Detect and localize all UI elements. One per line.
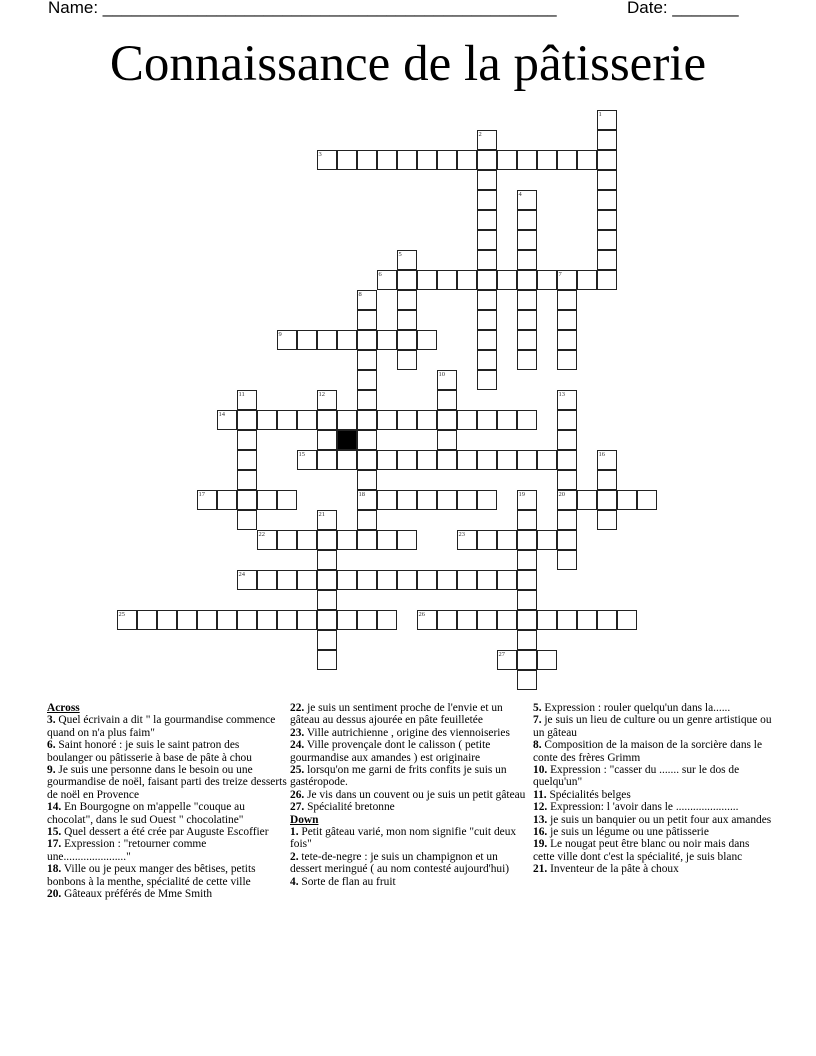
grid-cell[interactable]: [597, 130, 617, 150]
down-clue: 7. je suis un lieu de culture ou un genre artistique ou un gâteau: [533, 714, 772, 739]
down-clue: 1. Petit gâteau varié, mon nom signifie "cuit deux fois": [290, 826, 517, 851]
grid-cell[interactable]: [357, 450, 377, 470]
grid-cell[interactable]: [497, 410, 517, 430]
grid-cell[interactable]: [317, 450, 337, 470]
grid-cell[interactable]: [557, 310, 577, 330]
down-clue: 4. Sorte de flan au fruit: [290, 875, 396, 888]
grid-cell[interactable]: [437, 570, 457, 590]
grid-cell[interactable]: [577, 490, 597, 510]
grid-cell[interactable]: [417, 450, 437, 470]
grid-cell[interactable]: [597, 270, 617, 290]
grid-cell[interactable]: [477, 150, 497, 170]
across-clue: 25. lorsqu'on me garni de frits confits je suis un gastéropode.: [290, 764, 507, 789]
grid-cell[interactable]: [317, 150, 337, 170]
grid-cell[interactable]: [517, 670, 537, 690]
clue-number: 22: [258, 530, 265, 538]
grid-cell[interactable]: [497, 570, 517, 590]
grid-cell[interactable]: [517, 450, 537, 470]
grid-cell[interactable]: [297, 410, 317, 430]
grid-cell[interactable]: [317, 610, 337, 630]
grid-cell[interactable]: [597, 170, 617, 190]
clues-column-3: [533, 702, 773, 876]
grid-cell[interactable]: [557, 150, 577, 170]
grid-cell[interactable]: [517, 550, 537, 570]
grid-cell[interactable]: [377, 450, 397, 470]
grid-cell[interactable]: [257, 610, 277, 630]
grid-cell[interactable]: [597, 190, 617, 210]
grid-cell[interactable]: [477, 490, 497, 510]
grid-cell[interactable]: [477, 290, 497, 310]
clue-number: 17: [198, 490, 205, 498]
grid-cell[interactable]: [377, 270, 397, 290]
grid-cell[interactable]: [197, 490, 217, 510]
grid-cell[interactable]: [517, 190, 537, 210]
down-clue: 12. Expression: l 'avoir dans le ......................: [533, 801, 739, 814]
grid-cell[interactable]: [317, 650, 337, 670]
down-clue: 16. je suis un légume ou une pâtisserie: [533, 826, 709, 839]
clues-column-1: [47, 702, 287, 901]
grid-cell[interactable]: [257, 530, 277, 550]
clue-number: 8: [358, 290, 362, 298]
grid-cell[interactable]: [437, 410, 457, 430]
grid-cell[interactable]: [437, 430, 457, 450]
grid-cell[interactable]: [477, 350, 497, 370]
grid-cell[interactable]: [557, 510, 577, 530]
across-clue: 26. Je vis dans un couvent ou je suis un petit gâteau: [290, 788, 526, 801]
grid-cell[interactable]: [297, 570, 317, 590]
grid-cell[interactable]: [457, 150, 477, 170]
grid-cell[interactable]: [437, 370, 457, 390]
down-clue: 21. Inventeur de la pâte à choux: [533, 863, 679, 876]
grid-cell[interactable]: [357, 470, 377, 490]
grid-cell[interactable]: [537, 150, 557, 170]
grid-cell[interactable]: [477, 450, 497, 470]
grid-cell[interactable]: [477, 370, 497, 390]
grid-cell[interactable]: [237, 430, 257, 450]
grid-cell[interactable]: [317, 330, 337, 350]
grid-cell[interactable]: [377, 330, 397, 350]
clue-number: 24: [238, 570, 245, 578]
grid-cell[interactable]: [237, 510, 257, 530]
grid-cell[interactable]: [597, 470, 617, 490]
grid-cell[interactable]: [477, 170, 497, 190]
grid-cell[interactable]: [477, 530, 497, 550]
grid-cell[interactable]: [497, 270, 517, 290]
grid-cell[interactable]: [437, 270, 457, 290]
grid-cell[interactable]: [217, 610, 237, 630]
grid-cell[interactable]: [397, 530, 417, 550]
grid-cell[interactable]: [477, 610, 497, 630]
clue-number: 1: [598, 110, 602, 118]
grid-cell[interactable]: [277, 490, 297, 510]
across-clue: 24. Ville provençale dont le calisson ( petite gourmandise aux amandes ) est originaire: [290, 739, 491, 764]
grid-cell[interactable]: [397, 290, 417, 310]
clue-number: 18: [358, 490, 365, 498]
grid-cell[interactable]: [497, 530, 517, 550]
grid-cell[interactable]: [577, 270, 597, 290]
grid-cell[interactable]: [357, 350, 377, 370]
grid-cell[interactable]: [377, 610, 397, 630]
grid-cell[interactable]: [597, 250, 617, 270]
grid-cell[interactable]: [597, 450, 617, 470]
grid-cell[interactable]: [457, 450, 477, 470]
grid-cell[interactable]: [137, 610, 157, 630]
grid-cell[interactable]: [337, 610, 357, 630]
black-cell: [337, 430, 357, 450]
grid-cell[interactable]: [397, 570, 417, 590]
grid-cell[interactable]: [517, 570, 537, 590]
grid-cell[interactable]: [337, 410, 357, 430]
grid-cell[interactable]: [477, 270, 497, 290]
grid-cell[interactable]: [237, 470, 257, 490]
grid-cell[interactable]: [357, 370, 377, 390]
clue-number: 15: [298, 450, 305, 458]
grid-cell[interactable]: [277, 530, 297, 550]
grid-cell[interactable]: [397, 350, 417, 370]
grid-cell[interactable]: [417, 410, 437, 430]
grid-cell[interactable]: [277, 610, 297, 630]
grid-cell[interactable]: [557, 350, 577, 370]
grid-cell[interactable]: [277, 410, 297, 430]
clue-number: 4: [518, 190, 522, 198]
grid-cell[interactable]: [417, 330, 437, 350]
across-clue: 27. Spécialité bretonne: [290, 801, 395, 814]
grid-cell[interactable]: [517, 230, 537, 250]
grid-cell[interactable]: [457, 610, 477, 630]
grid-cell[interactable]: [477, 410, 497, 430]
grid-cell[interactable]: [357, 510, 377, 530]
across-clue: 15. Quel dessert a été crée par Auguste Escoffier: [47, 826, 269, 839]
grid-cell[interactable]: [537, 530, 557, 550]
across-clue: 17. Expression : "retourner comme une......................": [47, 838, 207, 863]
across-clue: 20. Gâteaux préférés de Mme Smith: [47, 888, 213, 901]
grid-cell[interactable]: [297, 610, 317, 630]
grid-cell[interactable]: [197, 610, 217, 630]
clue-number: 6: [378, 270, 382, 278]
grid-cell[interactable]: [637, 490, 657, 510]
clue-number: 23: [458, 530, 465, 538]
grid-cell[interactable]: [537, 650, 557, 670]
grid-cell[interactable]: [597, 510, 617, 530]
grid-cell[interactable]: [537, 450, 557, 470]
clue-number: 10: [438, 370, 445, 378]
grid-cell[interactable]: [297, 330, 317, 350]
grid-cell[interactable]: [557, 530, 577, 550]
grid-cell[interactable]: [357, 290, 377, 310]
grid-cell[interactable]: [517, 310, 537, 330]
grid-cell[interactable]: [337, 530, 357, 550]
grid-cell[interactable]: [237, 450, 257, 470]
clue-number: 3: [318, 150, 322, 158]
across-clue: 9. Je suis une personne dans le besoin ou une gourmandise de noël, faisant parti des treize desserts de noël en Provence: [47, 764, 287, 801]
grid-cell[interactable]: [477, 230, 497, 250]
grid-cell[interactable]: [457, 490, 477, 510]
grid-cell[interactable]: [237, 410, 257, 430]
grid-cell[interactable]: [277, 570, 297, 590]
grid-cell[interactable]: [237, 390, 257, 410]
grid-cell[interactable]: [397, 270, 417, 290]
grid-cell[interactable]: [477, 190, 497, 210]
grid-cell[interactable]: [517, 590, 537, 610]
clue-number: 21: [318, 510, 325, 518]
grid-cell[interactable]: [417, 610, 437, 630]
grid-cell[interactable]: [517, 530, 537, 550]
clue-number: 26: [418, 610, 425, 618]
grid-cell[interactable]: [177, 610, 197, 630]
grid-cell[interactable]: [597, 230, 617, 250]
grid-cell[interactable]: [477, 210, 497, 230]
grid-cell[interactable]: [437, 450, 457, 470]
grid-cell[interactable]: [317, 590, 337, 610]
grid-cell[interactable]: [357, 330, 377, 350]
grid-cell[interactable]: [297, 530, 317, 550]
grid-cell[interactable]: [257, 570, 277, 590]
clue-number: 13: [558, 390, 565, 398]
grid-cell[interactable]: [477, 250, 497, 270]
grid-cell[interactable]: [557, 470, 577, 490]
grid-cell[interactable]: [357, 530, 377, 550]
grid-cell[interactable]: [597, 110, 617, 130]
page-title: Connaissance de la pâtisserie: [109, 36, 707, 92]
grid-cell[interactable]: [537, 270, 557, 290]
grid-cell[interactable]: [557, 330, 577, 350]
grid-cell[interactable]: [457, 570, 477, 590]
grid-cell[interactable]: [377, 570, 397, 590]
clue-number: 12: [318, 390, 325, 398]
grid-cell[interactable]: [517, 630, 537, 650]
grid-cell[interactable]: [337, 330, 357, 350]
grid-cell[interactable]: [497, 450, 517, 470]
grid-cell[interactable]: [497, 150, 517, 170]
grid-cell[interactable]: [517, 270, 537, 290]
name-field[interactable]: Name: ________________________________________________: [48, 0, 557, 17]
grid-cell[interactable]: [337, 150, 357, 170]
grid-cell[interactable]: [417, 150, 437, 170]
across-clue: 18. Ville ou je peux manger des bêtises, petits bonbons à la menthe, spécialité de cette ville: [47, 863, 256, 888]
grid-cell[interactable]: [477, 570, 497, 590]
grid-cell[interactable]: [597, 150, 617, 170]
down-heading: Down: [290, 813, 319, 826]
clue-number: 7: [558, 270, 562, 278]
grid-cell[interactable]: [517, 330, 537, 350]
across-clue: 23. Ville autrichienne , origine des viennoiseries: [290, 726, 510, 739]
grid-cell[interactable]: [557, 490, 577, 510]
grid-cell[interactable]: [357, 570, 377, 590]
grid-cell[interactable]: [217, 490, 237, 510]
grid-cell[interactable]: [497, 610, 517, 630]
across-heading: Across: [47, 702, 80, 714]
grid-cell[interactable]: [277, 330, 297, 350]
grid-cell[interactable]: [257, 490, 277, 510]
grid-cell[interactable]: [157, 610, 177, 630]
grid-cell[interactable]: [317, 530, 337, 550]
grid-cell[interactable]: [217, 410, 237, 430]
grid-cell[interactable]: [397, 310, 417, 330]
grid-cell[interactable]: [517, 650, 537, 670]
grid-cell[interactable]: [357, 430, 377, 450]
grid-cell[interactable]: [397, 450, 417, 470]
grid-cell[interactable]: [317, 630, 337, 650]
grid-cell[interactable]: [437, 150, 457, 170]
across-clue: 22. je suis un sentiment proche de l'envie et un gâteau au dessus ajourée en pâte feuilletée: [290, 702, 503, 727]
grid-cell[interactable]: [517, 610, 537, 630]
grid-cell[interactable]: [477, 330, 497, 350]
grid-cell[interactable]: [317, 390, 337, 410]
grid-cell[interactable]: [517, 350, 537, 370]
grid-cell[interactable]: [537, 610, 557, 630]
grid-cell[interactable]: [317, 510, 337, 530]
grid-cell[interactable]: [557, 290, 577, 310]
grid-cell[interactable]: [257, 410, 277, 430]
grid-cell[interactable]: [437, 610, 457, 630]
grid-cell[interactable]: [317, 570, 337, 590]
down-clue: 5. Expression : rouler quelqu'un dans la......: [533, 702, 731, 714]
grid-cell[interactable]: [517, 250, 537, 270]
grid-cell[interactable]: [317, 410, 337, 430]
across-clue: 3. Quel écrivain a dit " la gourmandise commence quand on n'a plus faim": [47, 714, 276, 739]
grid-cell[interactable]: [117, 610, 137, 630]
grid-cell[interactable]: [377, 410, 397, 430]
grid-cell[interactable]: [557, 550, 577, 570]
grid-cell[interactable]: [517, 150, 537, 170]
grid-cell[interactable]: [457, 270, 477, 290]
grid-cell[interactable]: [237, 610, 257, 630]
grid-cell[interactable]: [237, 570, 257, 590]
grid-cell[interactable]: [417, 570, 437, 590]
grid-cell[interactable]: [597, 490, 617, 510]
grid-cell[interactable]: [557, 450, 577, 470]
grid-cell[interactable]: [517, 510, 537, 530]
grid-cell[interactable]: [617, 610, 637, 630]
down-clue: 2. tete-de-negre : je suis un champignon et un dessert meringué ( au nom contesté aujourd'hui): [290, 850, 510, 876]
grid-cell[interactable]: [437, 490, 457, 510]
grid-cell[interactable]: [557, 610, 577, 630]
clue-number: 27: [498, 650, 505, 658]
grid-cell[interactable]: [517, 290, 537, 310]
grid-cell[interactable]: [517, 490, 537, 510]
grid-cell[interactable]: [297, 450, 317, 470]
grid-cell[interactable]: [457, 410, 477, 430]
grid-cell[interactable]: [457, 530, 477, 550]
grid-cell[interactable]: [397, 330, 417, 350]
across-clue: 6. Saint honoré : je suis le saint patron des boulanger ou pâtisserie à base de pâte à chou: [47, 739, 252, 764]
grid-cell[interactable]: [557, 390, 577, 410]
grid-cell[interactable]: [597, 210, 617, 230]
grid-cell[interactable]: [357, 610, 377, 630]
grid-cell[interactable]: [577, 150, 597, 170]
grid-cell[interactable]: [317, 430, 337, 450]
grid-cell[interactable]: [597, 610, 617, 630]
down-clue: 13. je suis un banquier ou un petit four aux amandes: [533, 813, 772, 826]
across-clue: 14. En Bourgogne on m'appelle "couque au chocolat", dans le sud Ouest " chocolatine": [47, 801, 245, 826]
clue-number: 25: [118, 610, 125, 618]
clue-number: 19: [518, 490, 525, 498]
clue-number: 16: [598, 450, 605, 458]
grid-cell[interactable]: [397, 490, 417, 510]
grid-cell[interactable]: [337, 450, 357, 470]
grid-cell[interactable]: [377, 530, 397, 550]
grid-cell[interactable]: [337, 570, 357, 590]
down-clue: 19. Le nougat peut être blanc ou noir mais dans cette ville dont c'est la spécialité, je suis blanc: [533, 838, 750, 863]
down-clue: 11. Spécialités belges: [533, 788, 631, 801]
grid-cell[interactable]: [477, 130, 497, 150]
grid-cell[interactable]: [557, 430, 577, 450]
grid-cell[interactable]: [577, 610, 597, 630]
grid-cell[interactable]: [357, 310, 377, 330]
grid-cell[interactable]: [437, 390, 457, 410]
grid-cell[interactable]: [377, 150, 397, 170]
grid-cell[interactable]: [237, 490, 257, 510]
grid-cell[interactable]: [417, 270, 437, 290]
grid-cell[interactable]: [357, 490, 377, 510]
grid-cell[interactable]: [397, 410, 417, 430]
grid-cell[interactable]: [517, 410, 537, 430]
date-field[interactable]: Date: _______: [627, 0, 739, 17]
grid-cell[interactable]: [357, 390, 377, 410]
grid-cell[interactable]: [557, 410, 577, 430]
grid-cell[interactable]: [317, 550, 337, 570]
grid-cell[interactable]: [377, 490, 397, 510]
clue-number: 20: [558, 490, 565, 498]
clue-number: 5: [398, 250, 402, 258]
down-clue: 8. Composition de la maison de la sorcière dans le conte des frères Grimm: [533, 739, 763, 764]
grid-cell[interactable]: [357, 410, 377, 430]
clue-number: 9: [278, 330, 282, 338]
grid-cell[interactable]: [517, 210, 537, 230]
clue-number: 2: [478, 130, 482, 138]
clues-column-2: [290, 702, 530, 888]
grid-cell[interactable]: [397, 150, 417, 170]
grid-cell[interactable]: [617, 490, 637, 510]
clue-number: 14: [218, 410, 225, 418]
grid-cell[interactable]: [477, 310, 497, 330]
down-clue: 10. Expression : "casser du ....... sur le dos de quelqu'un": [533, 764, 740, 789]
grid-cell[interactable]: [417, 490, 437, 510]
grid-cell[interactable]: [357, 150, 377, 170]
grid-cell[interactable]: [497, 650, 517, 670]
clue-number: 11: [238, 390, 245, 398]
grid-cell[interactable]: [397, 250, 417, 270]
grid-cell[interactable]: [557, 270, 577, 290]
